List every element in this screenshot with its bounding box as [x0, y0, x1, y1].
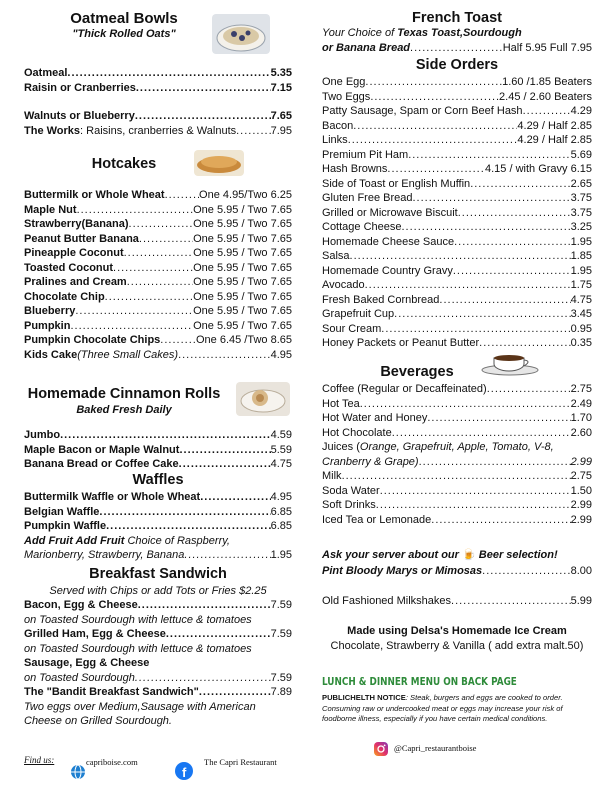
hotcake-row: Maple Nut ..... One 5.95 / Two 7.65: [24, 203, 292, 218]
side-row: Two Eggs ..... 2.45 / 2.60 Beaters: [322, 90, 592, 105]
beverage-row: Hot Water and Honey ..... 1.70: [322, 411, 592, 426]
add-fruit-line: Add Fruit Add Fruit Choice of Raspberry,: [24, 534, 230, 547]
beer-line: Ask your server about our 🍺 Beer selection!: [322, 549, 558, 561]
sandwich-row: Bacon, Egg & Cheese ..... 7.59: [24, 598, 292, 613]
add-fruit-row: Marionberry, Strawberry, Banana ..... 1.95: [24, 548, 292, 563]
side-row: Links ..... 4.29 / Half 2.85: [322, 133, 592, 148]
hotcake-row: Kids Cake (Three Small Cakes) ..... 4.95: [24, 348, 292, 363]
oatmeal-row: Walnuts or Blueberry ..... 7.65: [24, 109, 292, 124]
hotcake-row: Buttermilk or Whole Wheat ..... One 4.95/Two 6.25: [24, 188, 292, 203]
beverage-row: Hot Chocolate ..... 2.60: [322, 426, 592, 441]
instagram-icon[interactable]: [374, 742, 388, 756]
oatmeal-photo: [212, 14, 270, 54]
hotcakes-photo: [194, 150, 244, 176]
beverage-row: Soda Water ..... 1.50: [322, 484, 592, 499]
side-row: Sour Cream ..... 0.95: [322, 322, 592, 337]
public-health-notice: PUBLICHELTH NOTICE: Steak, burgers and eggs are cooked to order. Consuming raw or undercooked meat or eggs may increase your risk of foodborne illness, especially if you have certain medical conditions.: [322, 693, 563, 723]
cinnamon-row: Maple Bacon or Maple Walnut ..... 5.59: [24, 443, 292, 458]
waffle-row: Buttermilk Waffle or Whole Wheat ..... 4.95: [24, 490, 292, 505]
beverage-row: Hot Tea ..... 2.49: [322, 397, 592, 412]
side-row: Side of Toast or English Muffin ..... 2.65: [322, 177, 592, 192]
side-orders-title: Side Orders: [415, 57, 499, 73]
waffle-row: Pumpkin Waffle ..... 6.85: [24, 519, 292, 534]
oatmeal-title: Oatmeal Bowls: [70, 10, 178, 27]
lunch-dinner-note: LUNCH & DINNER MENU ON BACK PAGE: [322, 676, 517, 688]
oatmeal-row: Raisin or Cranberries ..... 7.15: [24, 81, 292, 96]
oatmeal-row: Oatmeal ..... 5.35: [24, 66, 292, 81]
side-row: Homemade Country Gravy ..... 1.95: [322, 264, 592, 279]
side-row: Salsa ..... 1.85: [322, 249, 592, 264]
cinnamon-row: Banana Bread or Coffee Cake ..... 4.75: [24, 457, 292, 472]
facebook-link[interactable]: The Capri Restaurant: [204, 757, 277, 767]
side-row: Avocado ..... 1.75: [322, 278, 592, 293]
sandwich-row: The "Bandit Breakfast Sandwich" ..... 7.89: [24, 685, 292, 700]
hotcake-row: Chocolate Chip ..... One 5.95 / Two 7.65: [24, 290, 292, 305]
hotcakes-title: Hotcakes: [91, 156, 157, 172]
beverage-row: Milk ..... 2.75: [322, 469, 592, 484]
sandwich-name: Sausage, Egg & Cheese: [24, 657, 150, 669]
cinnamon-subtitle: Baked Fresh Daily: [76, 404, 172, 416]
cinnamon-roll-photo: [236, 382, 290, 416]
beverages-title: Beverages: [380, 364, 454, 380]
hotcake-row: Pumpkin Chocolate Chips ..... One 6.45 /Two 8.65: [24, 333, 292, 348]
beverage-row: Coffee (Regular or Decaffeinated) ..... 2.75: [322, 382, 592, 397]
sandwich-note: Cheese on Grilled Sourdough.: [24, 715, 172, 727]
hotcake-row: Toasted Coconut ..... One 5.95 / Two 7.65: [24, 261, 292, 276]
hotcake-row: Strawberry(Banana) ..... One 5.95 / Two 7.65: [24, 217, 292, 232]
ice-cream-flavors: Chocolate, Strawberry & Vanilla ( add extra malt.50): [330, 640, 584, 652]
side-row: Honey Packets or Peanut Butter ..... 0.35: [322, 336, 592, 351]
beverage-row: Soft Drinks ..... 2.99: [322, 498, 592, 513]
side-row: Hash Browns ..... 4.15 / with Gravy 6.15: [322, 162, 592, 177]
beverage-row: Iced Tea or Lemonade ..... 2.99: [322, 513, 592, 528]
side-row: Fresh Baked Cornbread ..... 4.75: [322, 293, 592, 308]
side-row: Gluten Free Bread ..... 3.75: [322, 191, 592, 206]
beverage-row: Cranberry & Grape) ..... 2.99: [322, 455, 592, 470]
side-row: Homemade Cheese Sauce ..... 1.95: [322, 235, 592, 250]
oatmeal-row: The Works : Raisins, cranberries & Walnuts ..... 7.95: [24, 124, 292, 139]
french-toast-line1: Your Choice of Texas Toast,Sourdough: [322, 27, 522, 39]
beer-icon: 🍺: [462, 549, 476, 561]
hotcake-row: Pineapple Coconut ..... One 5.95 / Two 7.65: [24, 246, 292, 261]
french-toast-title: French Toast: [412, 10, 502, 26]
cinnamon-title: Homemade Cinnamon Rolls: [27, 386, 221, 402]
side-row: Grilled or Microwave Biscuit ..... 3.75: [322, 206, 592, 221]
facebook-icon[interactable]: [175, 762, 193, 780]
sandwich-note: Two eggs over Medium,Sausage with American: [24, 700, 256, 713]
ice-cream-note: Made using Delsa's Homemade Ice Cream: [347, 625, 567, 637]
cocktail-row: Pint Bloody Marys or Mimosas ..... 8.00: [322, 564, 592, 579]
side-row: One Egg ..... 1.60 /1.85 Beaters: [322, 75, 592, 90]
hotcake-row: Peanut Butter Banana ..... One 5.95 / Two 7.65: [24, 232, 292, 247]
hotcake-row: Pumpkin ..... One 5.95 / Two 7.65: [24, 319, 292, 334]
sandwich-subtitle: Served with Chips or add Tots or Fries $2.25: [49, 585, 267, 597]
cinnamon-row: Jumbo ..... 4.59: [24, 428, 292, 443]
side-row: Premium Pit Ham ..... 5.69: [322, 148, 592, 163]
side-row: Bacon ..... 4.29 / Half 2.85: [322, 119, 592, 134]
juice-line: Juices (Orange, Grapefruit, Apple, Tomato, V-8,: [322, 441, 554, 453]
sandwich-note: on Toasted Sourdough with lettuce & tomatoes: [24, 642, 252, 655]
hotcake-row: Pralines and Cream ..... One 5.95 / Two 7.65: [24, 275, 292, 290]
globe-icon: [70, 764, 86, 780]
waffles-title: Waffles: [132, 472, 184, 488]
waffle-row: Belgian Waffle ..... 6.85: [24, 505, 292, 520]
side-row: Cottage Cheese ..... 3.25: [322, 220, 592, 235]
coffee-cup-icon: [480, 352, 540, 376]
svg-text:f: f: [182, 765, 187, 780]
side-row: Grapefruit Cup ..... 3.45: [322, 307, 592, 322]
french-toast-row: or Banana Bread ..... Half 5.95 Full 7.95: [322, 41, 592, 56]
sandwich-note: on Toasted Sourdough with lettuce & tomatoes: [24, 613, 252, 626]
sandwich-row: Grilled Ham, Egg & Cheese ..... 7.59: [24, 627, 292, 642]
website-link[interactable]: capriboise.com: [86, 757, 138, 767]
hotcake-row: Blueberry ..... One 5.95 / Two 7.65: [24, 304, 292, 319]
milkshake-row: Old Fashioned Milkshakes ..... 5.99: [322, 594, 592, 609]
find-us-label: Find us:: [24, 755, 55, 765]
sandwich-title: Breakfast Sandwich: [89, 566, 227, 582]
side-row: Patty Sausage, Spam or Corn Beef Hash ..... 4.29: [322, 104, 592, 119]
instagram-handle[interactable]: @Capri_restaurantboise: [394, 743, 477, 753]
oatmeal-subtitle: "Thick Rolled Oats": [72, 28, 176, 40]
sandwich-row: on Toasted Sourdough ..... 7.59: [24, 671, 292, 686]
